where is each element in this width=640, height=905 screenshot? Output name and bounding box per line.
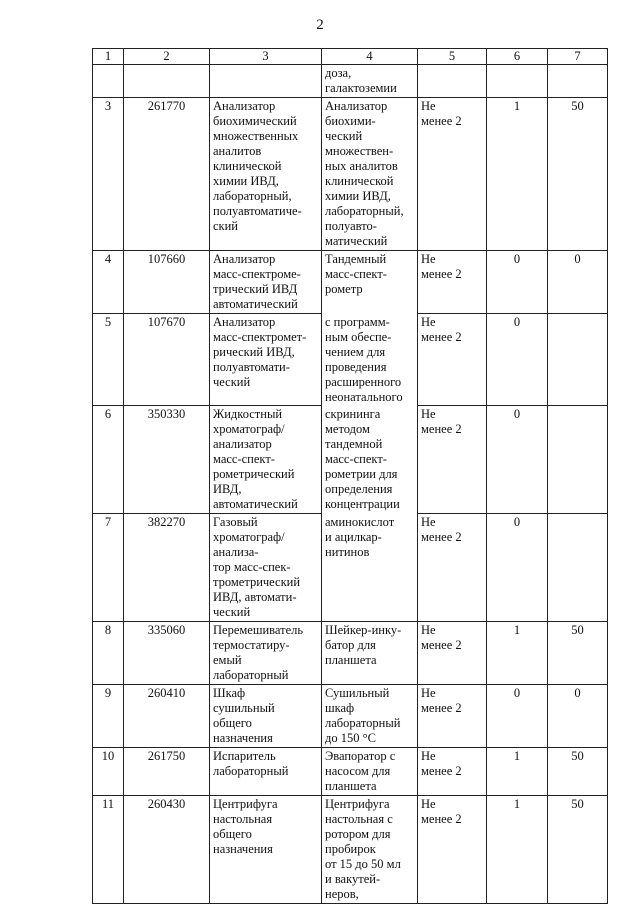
cell-col7: 50	[548, 622, 608, 685]
cell-quantity: Не менее 2	[418, 748, 487, 796]
table-row	[93, 514, 608, 622]
header-row	[93, 49, 608, 65]
cell-col7	[548, 514, 608, 622]
cell-col7: 0	[548, 685, 608, 748]
cell-col6: 1	[487, 98, 548, 251]
table-row	[93, 796, 608, 904]
column-header: 2	[124, 49, 210, 65]
cell-quantity: Не менее 2	[418, 406, 487, 514]
cell-col6: 0	[487, 251, 548, 314]
cell-name: Газовый хроматограф/ анализа- тор масс-спек- трометрический ИВД, автомати- ческий	[210, 514, 322, 622]
cell	[418, 65, 487, 98]
cell-quantity: Не менее 2	[418, 796, 487, 904]
cell-description: доза, галактоземии	[322, 65, 418, 98]
cell-description: аминокислот и ацилкар- нитинов	[322, 514, 418, 622]
cell-name: Испаритель лабораторный	[210, 748, 322, 796]
cell-quantity: Не менее 2	[418, 251, 487, 314]
cell-col6: 0	[487, 514, 548, 622]
cell-description: с программ- ным обеспе- чением для проведения расширенного неонатального	[322, 314, 418, 406]
column-header: 3	[210, 49, 322, 65]
cell-col7: 50	[548, 98, 608, 251]
cell-code: 260430	[124, 796, 210, 904]
cell-col6: 1	[487, 622, 548, 685]
cell-code: 107670	[124, 314, 210, 406]
cell-name: Центрифуга настольная общего назначения	[210, 796, 322, 904]
cell-description: Сушильный шкаф лабораторный до 150 °С	[322, 685, 418, 748]
cell-number: 3	[93, 98, 124, 251]
cell-number: 7	[93, 514, 124, 622]
cell-number: 8	[93, 622, 124, 685]
cell	[210, 65, 322, 98]
cell-name: Анализатор масс-спектромет- рический ИВД, полуавтомати- ческий	[210, 314, 322, 406]
cell-number: 10	[93, 748, 124, 796]
table-row	[93, 406, 608, 514]
cell-quantity: Не менее 2	[418, 98, 487, 251]
cell-name: Жидкостный хроматограф/ анализатор масс-спект- рометрический ИВД, автоматический	[210, 406, 322, 514]
page-number: 2	[316, 17, 324, 33]
column-header: 6	[487, 49, 548, 65]
cell-col7	[548, 314, 608, 406]
table-row	[93, 65, 608, 98]
cell	[487, 65, 548, 98]
column-header: 1	[93, 49, 124, 65]
column-header: 4	[322, 49, 418, 65]
cell-number: 5	[93, 314, 124, 406]
cell-description: Центрифуга настольная с ротором для пробирок от 15 до 50 мл и вакутей- неров,	[322, 796, 418, 904]
table-row	[93, 98, 608, 251]
cell-code: 335060	[124, 622, 210, 685]
cell-code: 350330	[124, 406, 210, 514]
cell-col6: 1	[487, 796, 548, 904]
cell-code: 107660	[124, 251, 210, 314]
cell-description: Эвапоратор с насосом для планшета	[322, 748, 418, 796]
cell-description: скрининга методом тандемной масс-спект- рометрии для определения концентрации	[322, 406, 418, 514]
cell-quantity: Не менее 2	[418, 622, 487, 685]
cell-code: 261770	[124, 98, 210, 251]
table-row	[93, 748, 608, 796]
cell-col7	[548, 406, 608, 514]
cell-quantity: Не менее 2	[418, 685, 487, 748]
cell-description: Шейкер-инку- батор для планшета	[322, 622, 418, 685]
cell-col6: 1	[487, 748, 548, 796]
cell-col7: 0	[548, 251, 608, 314]
cell-code: 260410	[124, 685, 210, 748]
cell-col6: 0	[487, 314, 548, 406]
table-row	[93, 251, 608, 314]
cell-name: Шкаф сушильный общего назначения	[210, 685, 322, 748]
cell-name: Анализатор масс-спектроме- трический ИВД автоматический	[210, 251, 322, 314]
cell-col7: 50	[548, 796, 608, 904]
column-header: 7	[548, 49, 608, 65]
cell	[124, 65, 210, 98]
cell-description: Анализатор биохими- ческий множествен- ных аналитов клинической химии ИВД, лабораторный, полуавто- матический	[322, 98, 418, 251]
cell-col7: 50	[548, 748, 608, 796]
cell-quantity: Не менее 2	[418, 314, 487, 406]
cell	[93, 65, 124, 98]
cell	[548, 65, 608, 98]
cell-col6: 0	[487, 406, 548, 514]
cell-number: 9	[93, 685, 124, 748]
cell-code: 261750	[124, 748, 210, 796]
cell-description: Тандемный масс-спект- рометр	[322, 251, 418, 314]
cell-name: Перемешиватель термостатиру- емый лабораторный	[210, 622, 322, 685]
cell-quantity: Не менее 2	[418, 514, 487, 622]
cell-name: Анализатор биохимический множественных аналитов клинической химии ИВД, лабораторный, полуавтоматиче- ский	[210, 98, 322, 251]
column-header: 5	[418, 49, 487, 65]
cell-col6: 0	[487, 685, 548, 748]
cell-number: 6	[93, 406, 124, 514]
equipment-table	[92, 48, 608, 904]
cell-code: 382270	[124, 514, 210, 622]
table-row	[93, 314, 608, 406]
table-row	[93, 622, 608, 685]
cell-number: 4	[93, 251, 124, 314]
table-row	[93, 685, 608, 748]
cell-number: 11	[93, 796, 124, 904]
